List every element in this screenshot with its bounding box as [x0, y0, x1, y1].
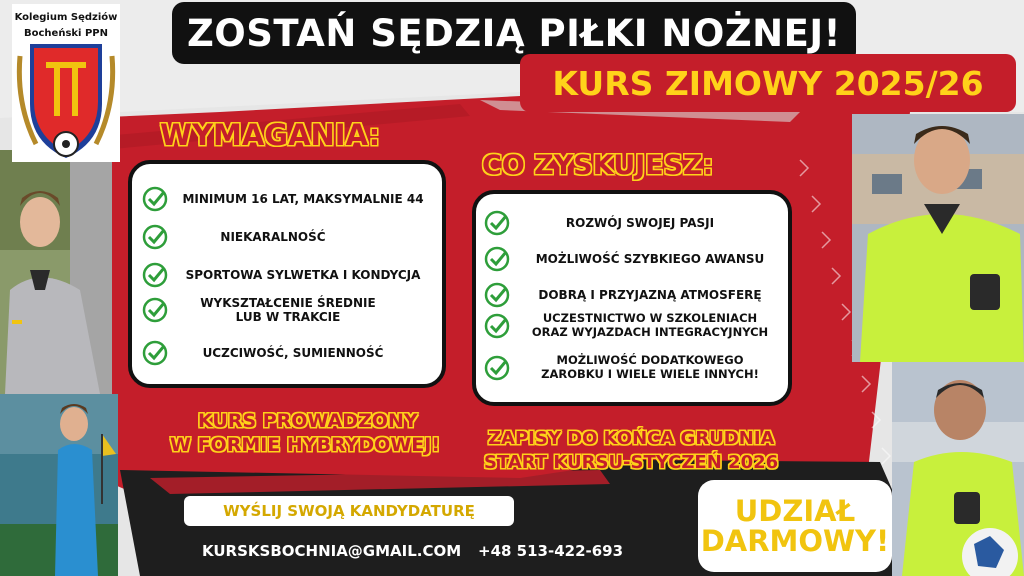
free-participation-box: [698, 480, 892, 572]
requirements-card: [128, 160, 446, 388]
referee-photo-right-top: [852, 114, 1024, 362]
contact-phone[interactable]: +48 513-422-693: [478, 542, 624, 560]
logo-line-1: Kolegium Sędziów: [14, 12, 118, 23]
requirement-item: [142, 186, 438, 212]
main-title: ZOSTAŃ SĘDZIĄ PIŁKI NOŻNEJ!: [186, 11, 842, 55]
benefit-text: MOŻLIWOŚĆ DODATKOWEGO ZAROBKU I WIELE WIELE INNYCH!: [541, 353, 759, 381]
benefit-item: [484, 354, 790, 382]
deadline-note-line-2: START KURSU-STYCZEŃ 2026: [484, 452, 779, 473]
free-line-2: DARMOWY!: [700, 524, 890, 558]
hybrid-note-line-2: W FORMIE HYBRYDOWEJ!: [170, 434, 440, 456]
free-line-1: UDZIAŁ: [734, 493, 856, 528]
requirement-text: WYKSZTAŁCENIE ŚREDNIE LUB W TRAKCIE: [200, 296, 376, 325]
benefit-text: ROZWÓJ SWOJEJ PASJI: [565, 215, 715, 230]
benefit-item: [484, 210, 790, 236]
requirement-text: NIEKARALNOŚĆ: [220, 229, 326, 244]
benefit-text: DOBRĄ I PRZYJAZNĄ ATMOSFERĘ: [538, 287, 762, 302]
requirements-heading: WYMAGANIA:: [160, 118, 381, 152]
benefit-item: [484, 312, 790, 340]
check-icon: [142, 297, 168, 323]
requirement-text: MINIMUM 16 LAT, MAKSYMALNIE 44: [182, 191, 424, 206]
deadline-note-line-1: ZAPISY DO KOŃCA GRUDNIA: [488, 428, 775, 449]
benefit-text: UCZESTNICTWO W SZKOLENIACH ORAZ WYJAZDACH INTEGRACYJNYCH: [531, 311, 769, 339]
check-icon: [484, 355, 510, 381]
check-icon: [142, 262, 168, 288]
check-icon: [142, 186, 168, 212]
check-icon: [484, 282, 510, 308]
benefits-card: [472, 190, 792, 406]
check-icon: [484, 313, 510, 339]
check-icon: [142, 224, 168, 250]
contact-email[interactable]: KURSKSBOCHNIA@GMAIL.COM: [202, 542, 462, 560]
requirement-item: [142, 224, 438, 250]
check-icon: [484, 246, 510, 272]
requirement-item: [142, 340, 438, 366]
course-title: KURS ZIMOWY 2025/26: [552, 63, 984, 103]
send-application-label: WYŚLIJ SWOJĄ KANDYDATURĘ: [223, 502, 475, 520]
referee-photo-right-bottom: [892, 362, 1024, 576]
requirement-item: [142, 262, 438, 288]
send-application-button[interactable]: [184, 496, 514, 526]
benefit-item: [484, 246, 790, 272]
referee-photo-left-top: [0, 150, 112, 394]
benefit-text: MOŻLIWOŚĆ SZYBKIEGO AWANSU: [535, 251, 765, 266]
benefit-item: [484, 282, 790, 308]
kolegium-logo: [12, 4, 120, 162]
check-icon: [484, 210, 510, 236]
check-icon: [142, 340, 168, 366]
logo-line-2: Bocheński PPN: [24, 28, 108, 39]
requirement-text: UCZCIWOŚĆ, SUMIENNOŚĆ: [202, 345, 384, 360]
requirement-text: SPORTOWA SYLWETKA I KONDYCJA: [185, 267, 421, 282]
course-title-box: [520, 54, 1016, 112]
referee-photo-left-bottom: [0, 394, 118, 576]
hybrid-note-line-1: KURS PROWADZONY: [198, 410, 418, 432]
benefits-heading: CO ZYSKUJESZ:: [482, 150, 714, 181]
requirement-item: [142, 296, 438, 325]
